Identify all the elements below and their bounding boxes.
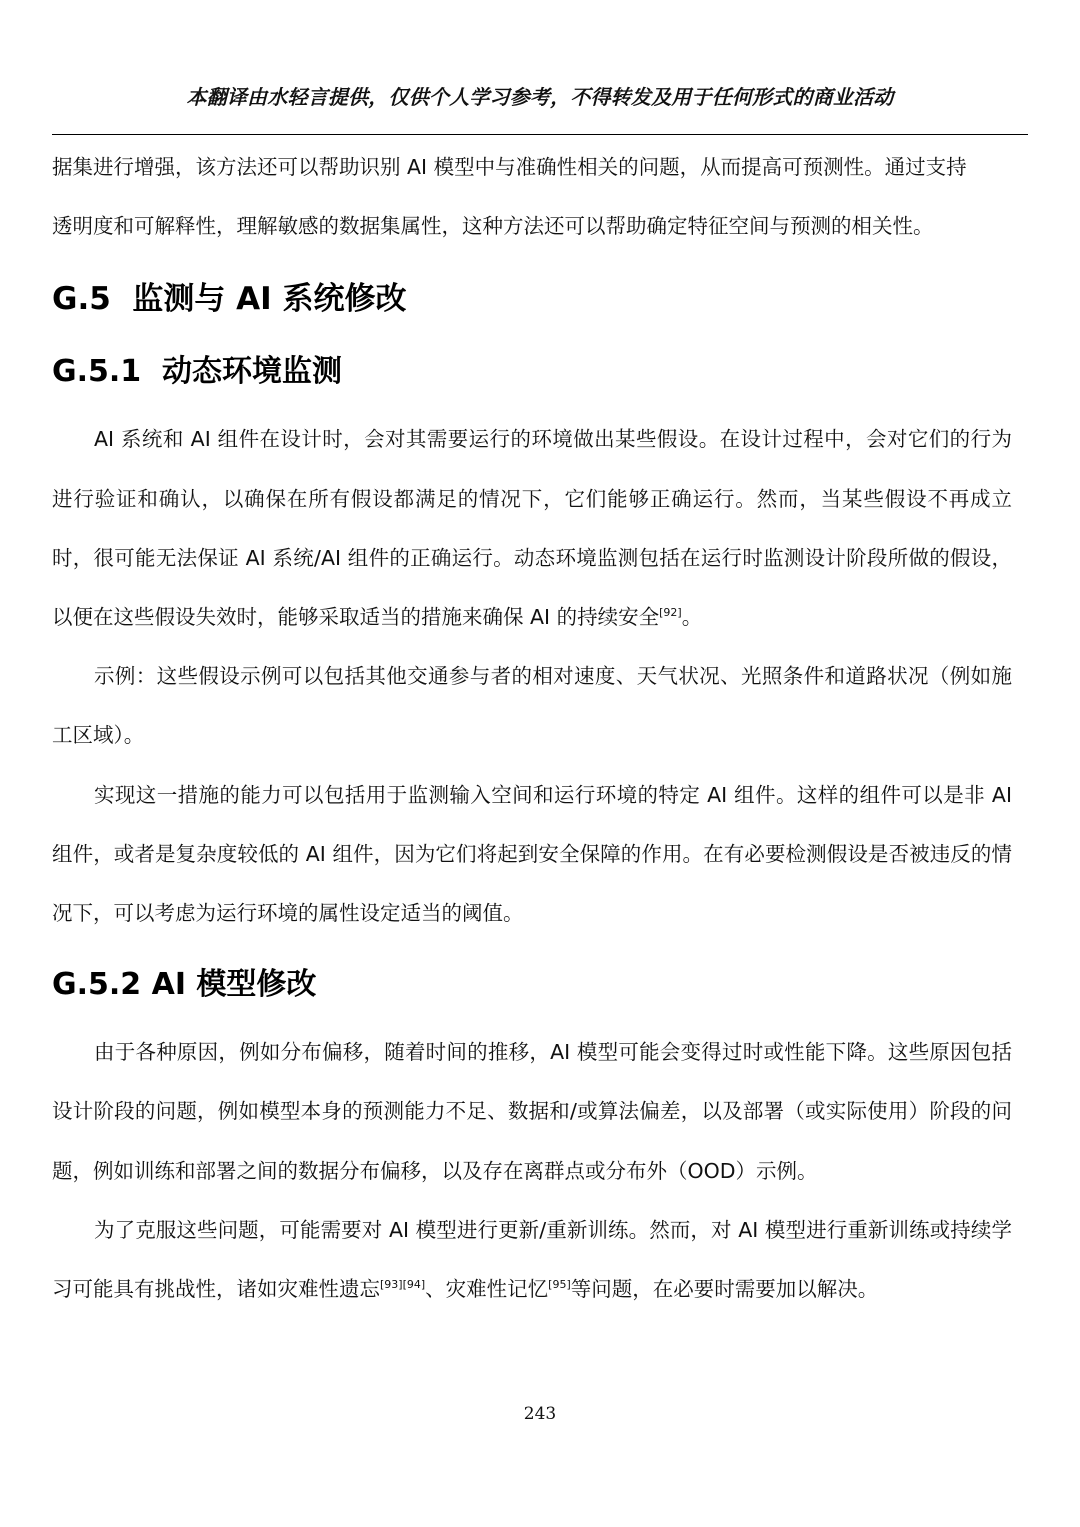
header-divider (52, 134, 1028, 135)
section-g51-heading: G.5.1 动态环境监测 (52, 354, 343, 390)
citation-ref-95: [95] (548, 1278, 571, 1292)
page-header: 本翻译由水轻言提供，仅供个人学习参考，不得转发及用于任何形式的商业活动 (186, 85, 894, 109)
intro-line-2: 透明度和可解释性，理解敏感的数据集属性，这种方法还可以帮助确定特征空间与预测的相关性。 (52, 214, 934, 239)
g52-p2-text-a: 为了克服这些问题，可能需要对 AI 模型进行更新/重新训练。然而，对 AI 模型进行重新训练或持续学习可能具有挑战性，诸如灾难性遗忘 (52, 1217, 1012, 1302)
g52-paragraph-1: 由于各种原因，例如分布偏移，随着时间的推移，AI 模型可能会变得过时或性能下降。这些原因包括设计阶段的问题，例如模型本身的预测能力不足、数据和/或算法偏差，以及部署（或实际使用）阶段的问题，例如训练和部署之间的数据分布偏移，以及存在离群点或分布外（OOD）示例。 (52, 1040, 1012, 1183)
intro-paragraph (52, 138, 1012, 256)
page-number: 243 (523, 1404, 557, 1424)
citation-ref-92: [92] (659, 606, 682, 620)
g51-paragraph-3: 实现这一措施的能力可以包括用于监测输入空间和运行环境的特定 AI 组件。这样的组件可以是非 AI 组件，或者是复杂度较低的 AI 组件，因为它们将起到安全保障的作用。在有必要检测假设是否被违反的情况下，可以考虑为运行环境的属性设定适当的阈值。 (52, 782, 1012, 926)
g52-p2-text-c: 等问题，在必要时需要加以解决。 (570, 1277, 879, 1302)
g51-paragraph-1 (52, 410, 1012, 647)
page-content (52, 138, 1012, 1319)
section-g5-heading: G.5 监测与 AI 系统修改 (52, 281, 407, 318)
citation-ref-93-94: [93][94] (380, 1278, 426, 1292)
section-g52-heading: G.5.2 AI 模型修改 (52, 967, 317, 1003)
intro-line-1: 据集进行增强，该方法还可以帮助识别 AI 模型中与准确性相关的问题，从而提高可预测性。通过支持 (52, 155, 967, 179)
g51-p1-text: AI 系统和 AI 组件在设计时，会对其需要运行的环境做出某些假设。在设计过程中，会对它们的行为进行验证和确认，以确保在所有假设都满足的情况下，它们能够正确运行。然而，当某些假设不再成立时，很可能无法保证 AI 系统/AI 组件的正确运行。动态环境监测包括在运行时监测设计阶段所做的假设，以便在这些假设失效时，能够采取适当的措施来确保 AI 的持续安全 (52, 427, 1012, 630)
g52-p2-text-b: 、灾难性记忆 (425, 1277, 549, 1302)
g52-paragraph-2 (52, 1201, 1012, 1319)
g51-p1-end: 。 (681, 605, 703, 630)
g51-paragraph-2: 示例：这些假设示例可以包括其他交通参与者的相对速度、天气状况、光照条件和道路状况（例如施工区域）。 (52, 664, 1012, 748)
